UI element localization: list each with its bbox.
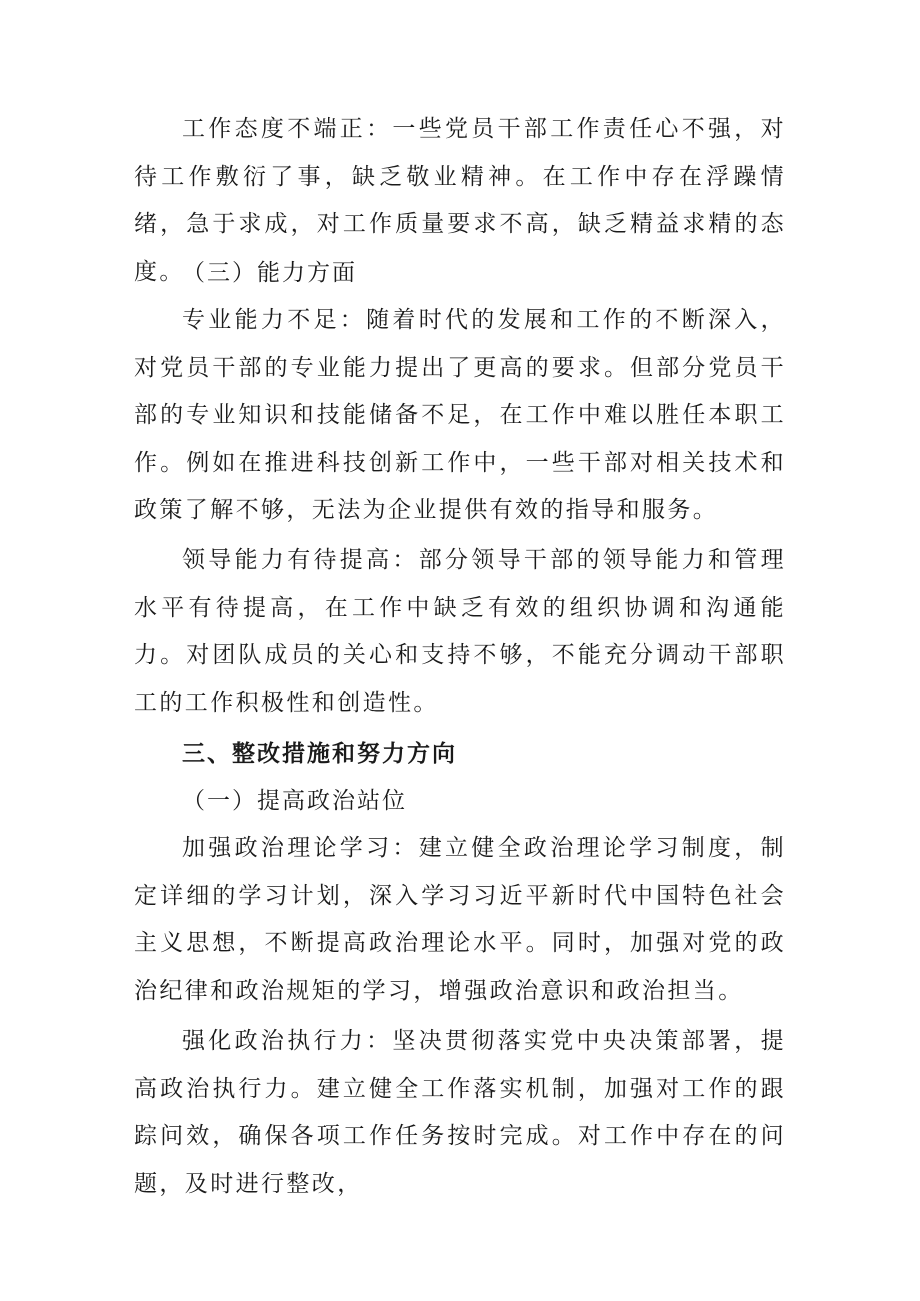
heading-rectification-measures: 三、整改措施和努力方向 xyxy=(182,740,457,767)
paragraph-professional-ability: 专业能力不足：随着时代的发展和工作的不断深入，对党员干部的专业能力提出了更高的要求。但部分党员干部的专业知识和技能储备不足，在工作中难以胜任本职工作。例如在推进科技创新工作中，一些干部对相关技术和政策了解不够，无法为企业提供有效的指导和服务。 xyxy=(134,307,786,524)
subheading-ability: （三）能力方面 xyxy=(182,260,357,286)
paragraph-theory-study: 加强政治理论学习：建立健全政治理论学习制度，制定详细的学习计划，深入学习习近平新时代中国特色社会主义思想，不断提高政治理论水平。同时，加强对党的政治纪律和政治规矩的学习，增强政治意识和政治担当。 xyxy=(134,835,786,1004)
paragraph-work-attitude: 工作态度不端正：一些党员干部工作责任心不强，对待工作敷衍了事，缺乏敬业精神。在工作中存在浮躁情绪，急于求成，对工作质量要求不高，缺乏精益求精的态度。 xyxy=(134,116,786,285)
subheading-political-stance: （一）提高政治站位 xyxy=(182,788,407,814)
paragraph-leadership: 领导能力有待提高：部分领导干部的领导能力和管理水平有待提高，在工作中缺乏有效的组织协调和沟通能力。对团队成员的关心和支持不够，不能充分调动干部职工的工作积极性和创造性。 xyxy=(134,547,786,716)
paragraph-execution: 强化政治执行力：坚决贯彻落实党中央决策部署，提高政治执行力。建立健全工作落实机制，加强对工作的跟踪问效，确保各项工作任务按时完成。对工作中存在的问题，及时进行整改， xyxy=(134,1028,786,1197)
